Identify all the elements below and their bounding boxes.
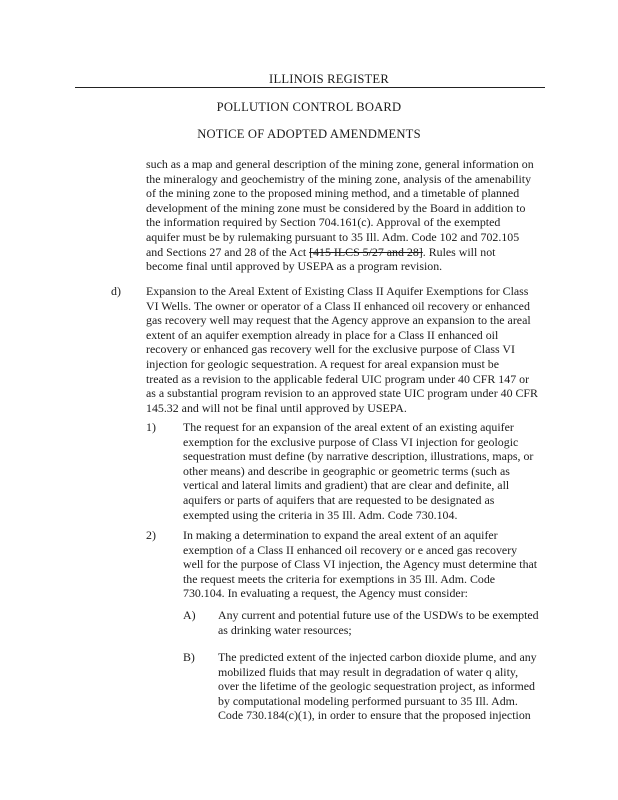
text-line: of the mining zone to the proposed mining method, and a timetable of planned — [146, 186, 520, 201]
text-line: mobilized fluids that may result in degradation of water q ality, — [218, 664, 519, 679]
text-line: vertical and lateral limits and gradient) that are clear and definite, all — [183, 478, 510, 493]
text-line: In making a determination to expand the areal extent of an aquifer — [183, 528, 498, 542]
item-2-label: 2) — [146, 528, 156, 542]
text-line: aquifers or parts of aquifers that are requested to be designated as — [183, 492, 495, 507]
text-line: VI Wells. The owner or operator of a Class II enhanced oil recovery or enhanced — [146, 298, 530, 313]
item-b-paragraph — [218, 650, 537, 723]
text-line: the request meets the criteria for exemptions in 35 Ill. Adm. Code — [183, 571, 496, 586]
item-b-label: B) — [183, 650, 195, 664]
text-line: other means) and describe in geographic or geometric terms (such as — [183, 463, 510, 478]
item-1-paragraph — [183, 420, 533, 522]
item-1-label: 1) — [146, 420, 156, 434]
text-line: over the lifetime of the geologic sequestration project, as informed — [218, 679, 535, 694]
header-rule — [75, 87, 545, 88]
text-line: Expansion to the Areal Extent of Existing Class II Aquifer Exemptions for Class — [146, 284, 529, 298]
text-line: gas recovery well may request that the Agency approve an expansion to the areal — [146, 313, 531, 328]
text-line: The predicted extent of the injected carbon dioxide plume, and any — [218, 650, 537, 664]
notice-title: NOTICE OF ADOPTED AMENDMENTS — [197, 127, 421, 141]
text-line: as drinking water resources; — [218, 622, 352, 637]
text-line: Code 730.184(c)(1), in order to ensure that the proposed injection — [218, 708, 531, 723]
text-line: development of the mining zone must be considered by the Board in addition to — [146, 200, 526, 215]
text-line: The request for an expansion of the areal extent of an existing aquifer — [183, 420, 514, 434]
text-line: 730.104. In evaluating a request, the Agency must consider: — [183, 586, 468, 601]
text-line: treated as a revision to the applicable federal UIC program under 40 CFR 147 or — [146, 371, 530, 386]
text-line: the information required by Section 704.161(c). Approval of the exempted — [146, 215, 501, 230]
text-line: exempted using the criteria in 35 Ill. Adm. Code 730.104. — [183, 507, 458, 522]
text-line: 145.32 and will not be final until approved by USEPA. — [146, 400, 407, 415]
section-d-paragraph — [146, 284, 538, 415]
text-line: Any current and potential future use of the USDWs to be exempted — [218, 608, 539, 622]
item-a-paragraph — [218, 608, 539, 637]
text-line: injection for geologic sequestration. A request for areal expansion must be — [146, 356, 499, 371]
text-line: such as a map and general description of the mining zone, general information on — [146, 157, 534, 171]
text-line: sequestration must define (by narrative description, illustrations, maps, or — [183, 449, 534, 464]
text-line: well for the purpose of Class VI injection, the Agency must determine that — [183, 557, 538, 572]
text-line: exemption for the exclusive purpose of Class VI injection for geologic — [183, 434, 519, 449]
register-title: ILLINOIS REGISTER — [269, 72, 389, 86]
item-2-paragraph — [183, 528, 537, 601]
deleted-citation: [415 ILCS 5/27 and 28] — [309, 244, 423, 259]
board-title: POLLUTION CONTROL BOARD — [216, 100, 402, 114]
item-a-label: A) — [183, 608, 196, 622]
section-d-label: d) — [111, 284, 121, 298]
text-line: by computational modeling performed pursuant to 35 Ill. Adm. — [218, 693, 518, 708]
text-line: as a substantial program revision to an approved state UIC program under 40 CFR — [146, 386, 538, 401]
text-line: aquifer must be by rulemaking pursuant to 35 Ill. Adm. Code 102 and 702.105 — [146, 229, 520, 244]
text-line: the mineralogy and geochemistry of the mining zone, analysis of the amenability — [146, 171, 532, 186]
text-line: become final until approved by USEPA as a program revision. — [146, 259, 443, 274]
text-line: recovery or enhanced gas recovery well for the exclusive purpose of Class VI — [146, 342, 515, 357]
text-line: exemption of a Class II enhanced oil recovery or e anced gas recovery — [183, 542, 518, 557]
text-line: and Sections 27 and 28 of the Act [415 ILCS 5/27 and 28]. Rules will not — [146, 244, 496, 259]
intro-paragraph — [146, 157, 534, 274]
text-line: extent of an aquifer exemption already in place for a Class II enhanced oil — [146, 327, 499, 342]
